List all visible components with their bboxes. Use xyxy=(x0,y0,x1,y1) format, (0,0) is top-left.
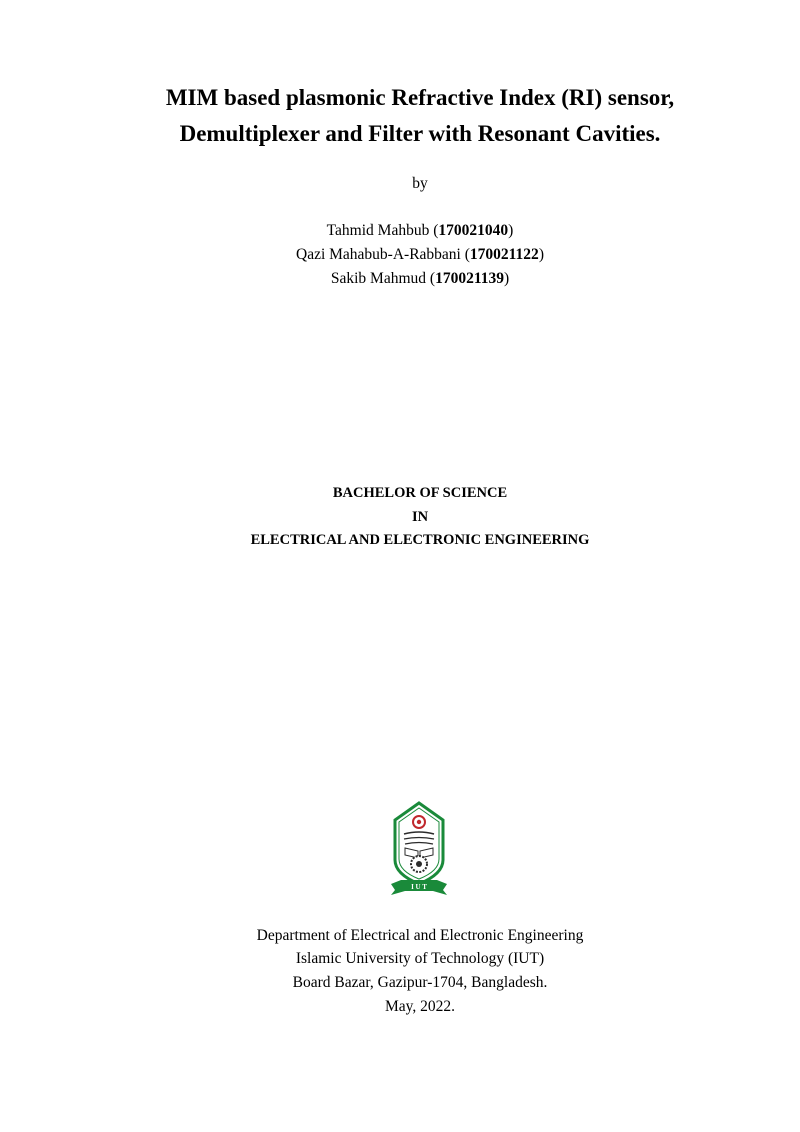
by-label: by xyxy=(412,175,428,192)
thesis-title-line-2: Demultiplexer and Filter with Resonant Cavities. xyxy=(179,121,661,146)
university-address: Board Bazar, Gazipur-1704, Bangladesh. xyxy=(292,974,548,991)
author-id: 170021139 xyxy=(435,270,504,287)
logo-ribbon-text: I U T xyxy=(411,883,427,891)
author-id: 170021122 xyxy=(469,246,539,263)
iut-crest-icon xyxy=(387,800,451,896)
author-line: Sakib Mahmud (170021139) xyxy=(330,270,510,287)
author-name: Tahmid Mahbub xyxy=(326,222,430,239)
degree-line-2: IN xyxy=(411,509,429,525)
author-name: Sakib Mahmud xyxy=(330,270,427,287)
degree-line-3: ELECTRICAL AND ELECTRONIC ENGINEERING xyxy=(250,532,590,548)
author-id: 170021040 xyxy=(438,222,509,239)
author-line: Tahmid Mahbub (170021040) xyxy=(326,222,514,239)
degree-line-1: BACHELOR OF SCIENCE xyxy=(332,485,508,501)
submission-date: May, 2022. xyxy=(384,998,456,1015)
university-name: Islamic University of Technology (IUT) xyxy=(295,950,545,967)
author-name: Qazi Mahabub-A-Rabbani xyxy=(296,246,461,263)
department-name: Department of Electrical and Electronic Engineering xyxy=(256,927,584,944)
author-line: Qazi Mahabub-A-Rabbani (170021122) xyxy=(296,246,544,263)
thesis-title-line-1: MIM based plasmonic Refractive Index (RI) sensor, xyxy=(165,85,675,110)
